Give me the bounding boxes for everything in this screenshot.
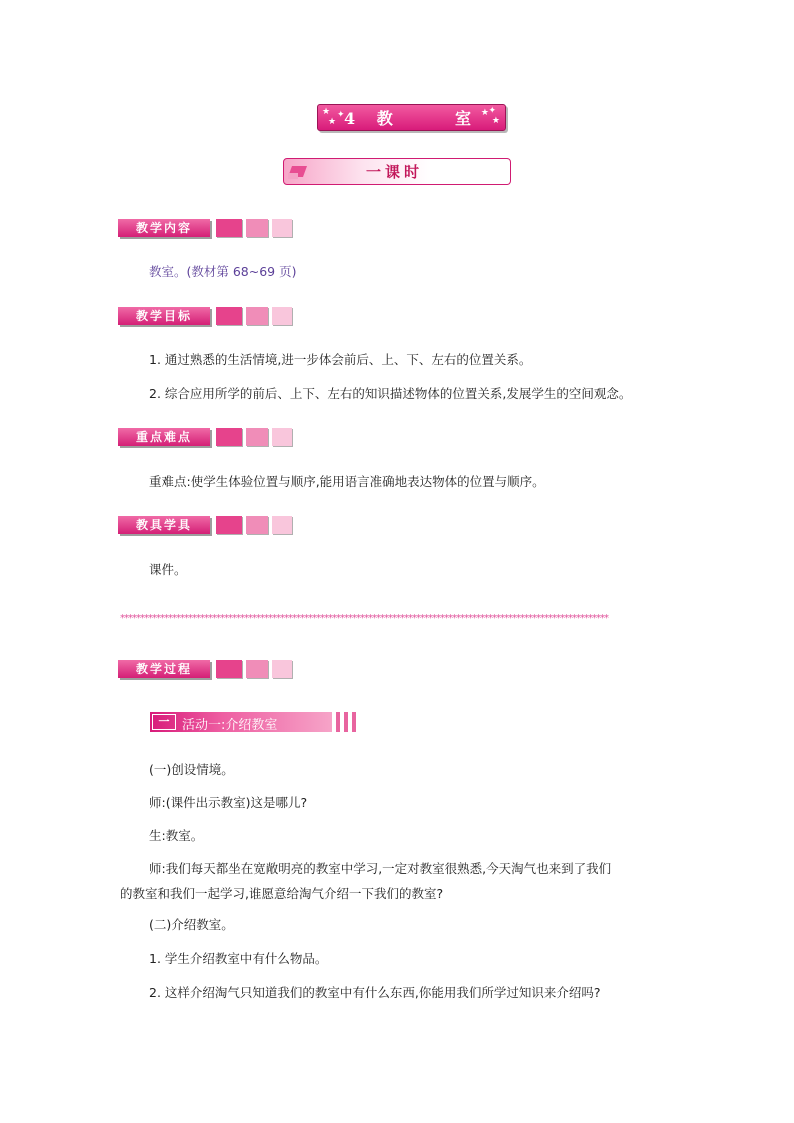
section-label: 教学过程 — [118, 660, 210, 678]
goal-item: 1. 通过熟悉的生活情境,进一步体会前后、上、下、左右的位置关系。 — [149, 352, 532, 367]
paragraph: (一)创设情境。 — [149, 762, 234, 777]
decor-square — [216, 428, 242, 446]
key-points-text: 重难点:使学生体验位置与顺序,能用语言准确地表达物体的位置与顺序。 — [149, 474, 545, 489]
decor-square — [272, 660, 292, 678]
chapter-title-banner — [317, 104, 506, 131]
content-text: 教室。(教材第 68~69 页) — [149, 264, 297, 279]
paragraph: 1. 学生介绍教室中有什么物品。 — [149, 951, 328, 966]
section-label: 重点难点 — [118, 428, 210, 446]
section-label: 教学目标 — [118, 307, 210, 325]
activity-bar — [150, 712, 332, 732]
decor-bar — [352, 712, 356, 732]
decor-bar — [344, 712, 348, 732]
activity-title: 活动一:介绍教室 — [182, 718, 278, 733]
star-divider: ************************************************************************************************************************** — [120, 614, 608, 624]
section-heading-process — [118, 660, 294, 678]
star-icon: ✦ — [488, 106, 496, 116]
decor-square — [246, 428, 268, 446]
decor-square — [216, 516, 242, 534]
decor-square — [246, 516, 268, 534]
lesson-period-label: 一课时 — [366, 163, 424, 181]
paragraph: 师:我们每天都坐在宽敞明亮的教室中学习,一定对教室很熟悉,今天淘气也来到了我们 — [149, 861, 612, 876]
section-heading-key-points — [118, 428, 294, 446]
section-heading-goals — [118, 307, 294, 325]
star-icon: ★ — [328, 117, 337, 127]
paragraph: 的教室和我们一起学习,谁愿意给淘气介绍一下我们的教室? — [120, 886, 444, 901]
section-label: 教具学具 — [118, 516, 210, 534]
section-heading-tools — [118, 516, 294, 534]
activity-number: 一 — [152, 714, 176, 730]
star-icon: ★ — [491, 116, 500, 126]
section-heading-content — [118, 219, 294, 237]
decor-square — [246, 660, 268, 678]
decor-square — [216, 307, 242, 325]
decor-square — [272, 516, 292, 534]
star-icon: ★ — [480, 108, 489, 118]
decor-square — [216, 219, 242, 237]
decor-square — [216, 660, 242, 678]
paragraph: (二)介绍教室。 — [149, 917, 234, 932]
decor-square — [272, 428, 292, 446]
paragraph: 生:教室。 — [149, 828, 204, 843]
section-label: 教学内容 — [118, 219, 210, 237]
lesson-period-bar — [283, 158, 511, 185]
goal-item: 2. 综合应用所学的前后、上下、左右的知识描述物体的位置关系,发展学生的空间观念。 — [149, 386, 632, 401]
chapter-name: 教 室 — [376, 109, 479, 128]
tools-text: 课件。 — [149, 562, 187, 577]
paragraph: 师:(课件出示教室)这是哪儿? — [149, 795, 308, 810]
decor-bar — [336, 712, 340, 732]
activity-heading — [150, 712, 362, 732]
decor-square — [246, 219, 268, 237]
paragraph: 2. 这样介绍淘气只知道我们的教室中有什么东西,你能用我们所学过知识来介绍吗? — [149, 985, 601, 1000]
chapter-title — [318, 106, 505, 129]
decorative-chip-icon — [288, 173, 298, 179]
star-icon: ✦ — [337, 110, 345, 120]
decor-square — [272, 219, 292, 237]
decor-square — [246, 307, 268, 325]
decor-square — [272, 307, 292, 325]
chapter-number: 4 — [343, 109, 364, 128]
star-icon: ★ — [322, 107, 331, 117]
